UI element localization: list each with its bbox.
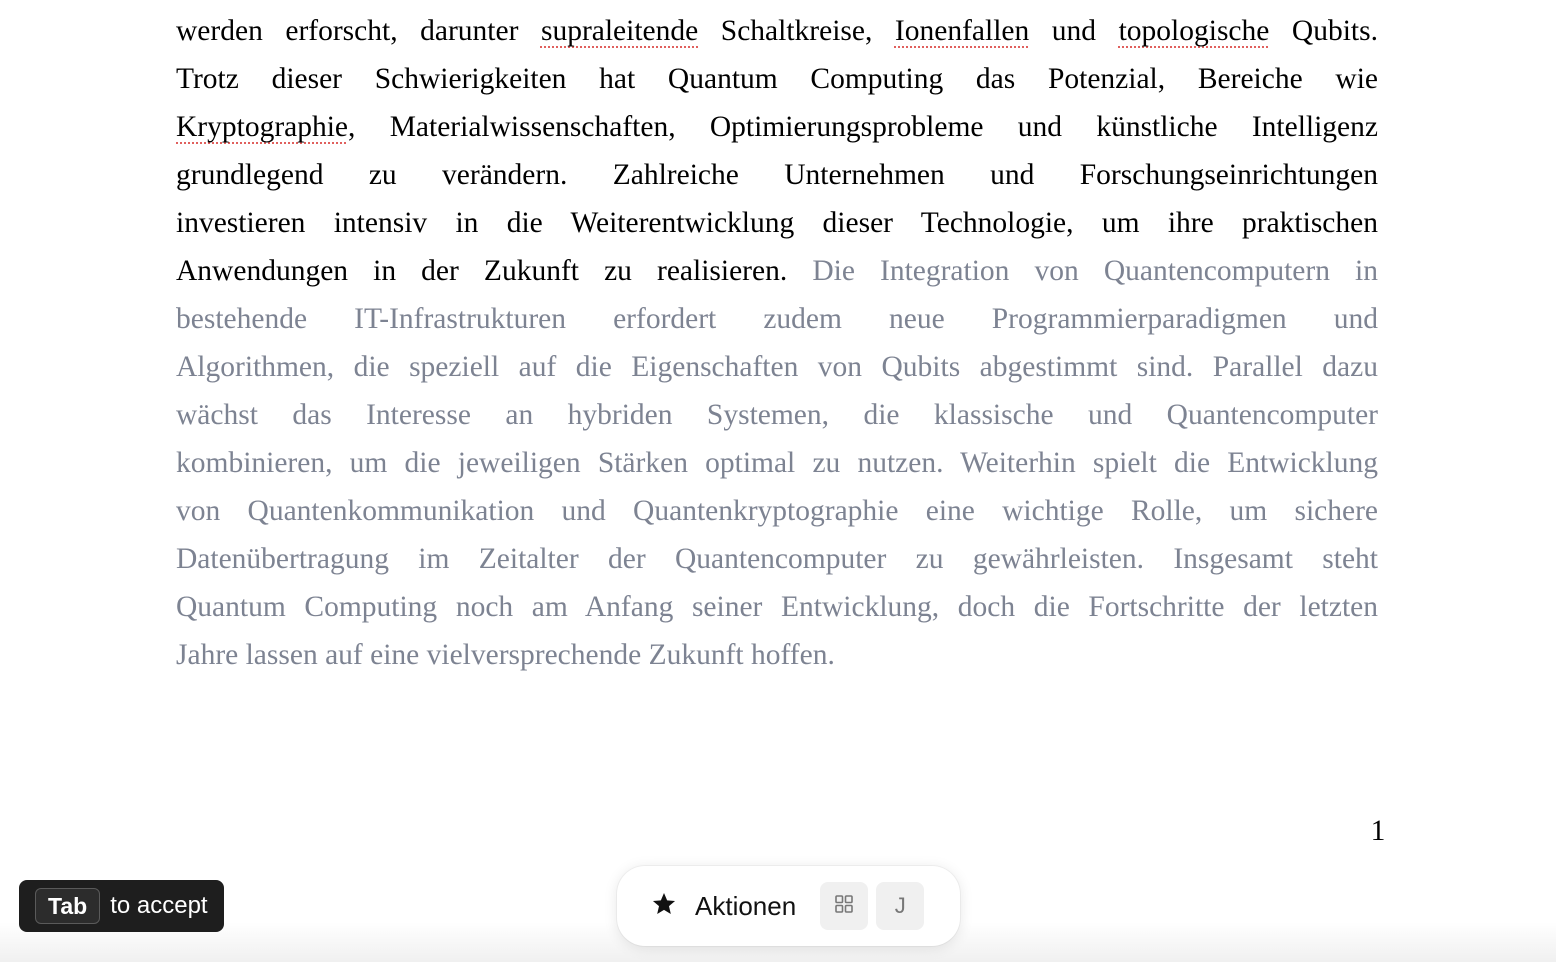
document-text: grundlegend zu verändern. Zahlreiche Unternehmen und Forschungseinrichtungen xyxy=(176,159,1378,191)
suggestion-text: wächst das Interesse an hybriden Systemen, die klassische und Quantencomputer xyxy=(176,399,1378,431)
document-text: Trotz dieser Schwierigkeiten hat Quantum Computing das Potenzial, Bereiche wie xyxy=(176,63,1378,95)
star-icon xyxy=(651,891,677,922)
document-line xyxy=(176,391,1378,439)
document-text: investieren intensiv in die Weiterentwicklung dieser Technologie, um ihre praktischen xyxy=(176,207,1378,239)
floating-toolbar xyxy=(617,866,960,946)
document-line xyxy=(176,583,1378,631)
document-line xyxy=(176,103,1378,151)
grid-icon xyxy=(834,894,854,919)
grid-button[interactable] xyxy=(820,882,868,930)
document-line xyxy=(176,55,1378,103)
suggestion-text: Quantum Computing noch am Anfang seiner Entwicklung, doch die Fortschritte der letzten xyxy=(176,591,1378,623)
suggestion-text: kombinieren, um die jeweiligen Stärken optimal zu nutzen. Weiterhin spielt die Entwicklung xyxy=(176,447,1378,479)
j-label: J xyxy=(894,893,906,918)
document-line xyxy=(176,199,1378,247)
document-line xyxy=(176,487,1378,535)
actions-button[interactable] xyxy=(651,882,796,930)
document-line xyxy=(176,7,1378,55)
document-text: Schaltkreise, xyxy=(698,15,895,47)
document-line xyxy=(176,535,1378,583)
suggestion-text: von Quantenkommunikation und Quantenkryptographie eine wichtige Rolle, um sichere xyxy=(176,495,1378,527)
misspelled-word: supraleitende xyxy=(540,15,699,47)
document-body[interactable] xyxy=(176,7,1378,679)
document-text: werden erforscht, darunter xyxy=(176,15,541,47)
document-line xyxy=(176,151,1378,199)
suggestion-text: bestehende IT-Infrastrukturen erfordert zudem neue Programmierparadigmen und xyxy=(176,303,1378,335)
document-line xyxy=(176,247,1378,295)
document-text: Qubits. xyxy=(1269,15,1378,47)
tab-key-badge: Tab xyxy=(35,888,100,924)
document-text: und xyxy=(1029,15,1119,47)
suggestion-text: Datenübertragung im Zeitalter der Quantencomputer zu gewährleisten. Insgesamt steht xyxy=(176,543,1378,575)
document-text: , Materialwissenschaften, Optimierungsprobleme und künstliche Intelligenz xyxy=(348,111,1378,143)
document-line xyxy=(176,439,1378,487)
misspelled-word: Ionenfallen xyxy=(894,15,1030,47)
document-line xyxy=(176,295,1378,343)
suggestion-text: Jahre lassen auf eine vielversprechende Zukunft hoffen. xyxy=(176,639,835,671)
misspelled-word: Kryptographie xyxy=(176,111,349,143)
document-line xyxy=(176,343,1378,391)
suggestion-text: Algorithmen, die speziell auf die Eigenschaften von Qubits abgestimmt sind. Parallel dazu xyxy=(176,351,1378,383)
j-button[interactable] xyxy=(876,882,924,930)
misspelled-word: topologische xyxy=(1118,15,1270,47)
suggestion-text: Die Integration von Quantencomputern in xyxy=(812,255,1378,287)
actions-label: Aktionen xyxy=(695,890,797,921)
document-text: Anwendungen in der Zukunft zu realisieren. xyxy=(176,255,813,287)
tab-accept-hint xyxy=(19,880,224,932)
tab-hint-text: to accept xyxy=(110,892,208,919)
document-line xyxy=(176,631,1378,679)
page-number: 1 xyxy=(1370,815,1386,847)
